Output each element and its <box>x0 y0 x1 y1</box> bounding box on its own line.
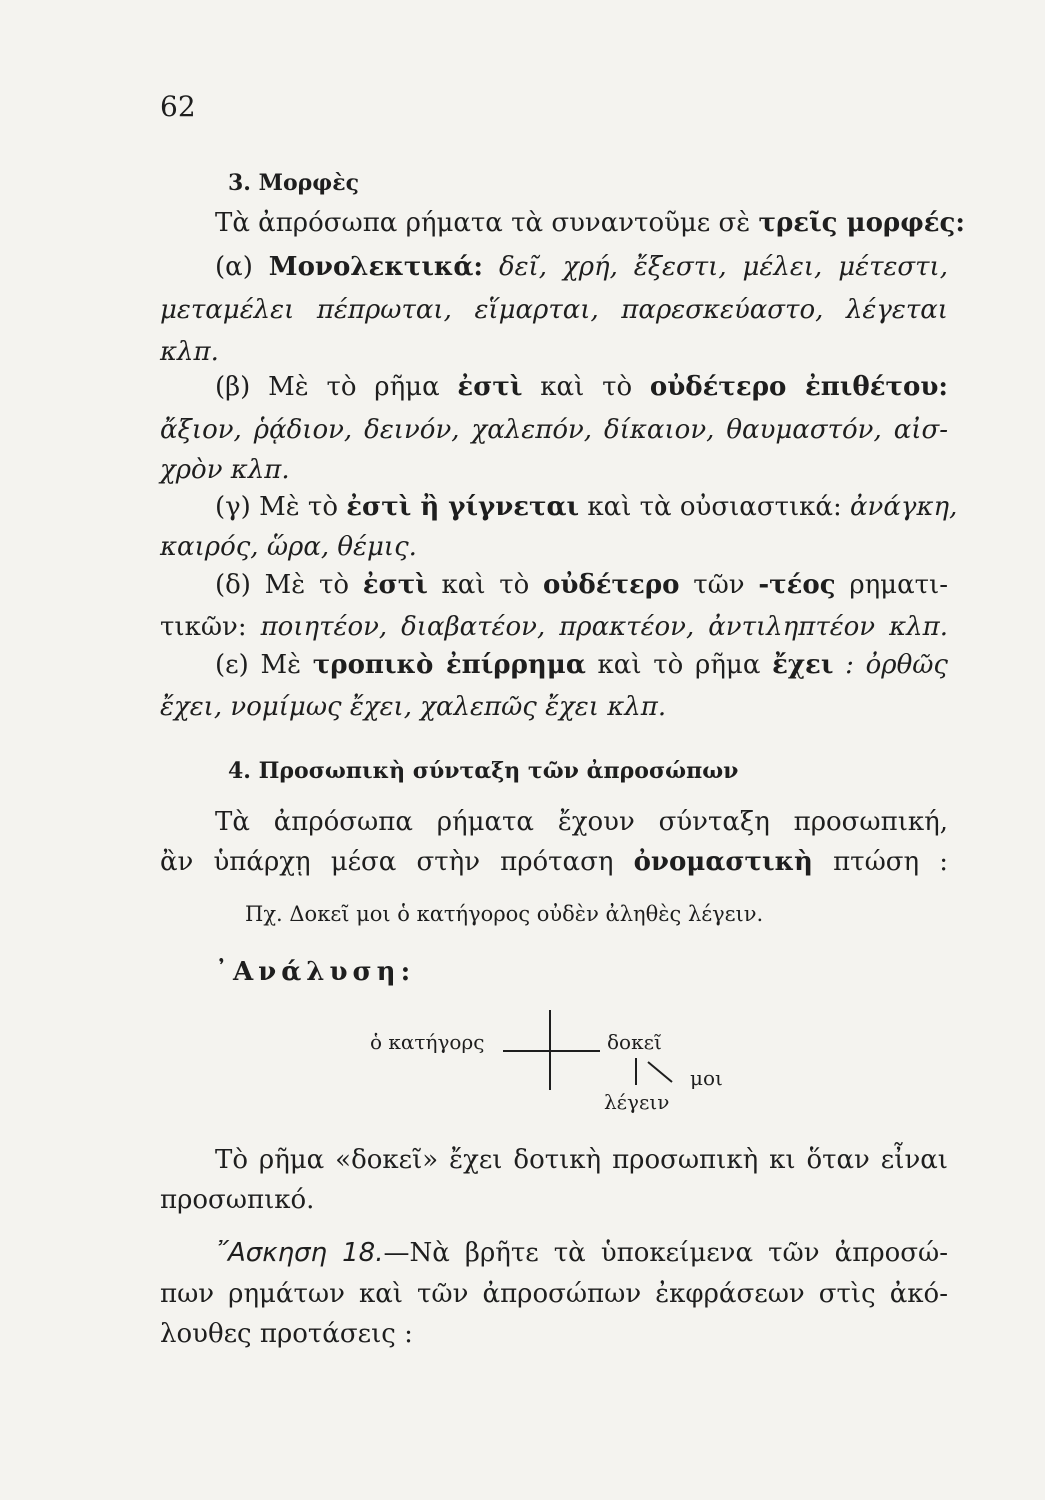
italic-text: ἄξιον, ῥᾴδιον, δεινόν, χαλεπόν, δίκαιον, θαυμαστόν, αἰσ- <box>160 415 948 445</box>
item-d <box>215 568 948 602</box>
exercise-label: ῎Ασκηση 18. <box>215 1238 384 1268</box>
text: (δ) Μὲ τὸ <box>215 570 363 600</box>
text: τῶν <box>679 570 759 600</box>
item-a-line-3 <box>160 335 948 369</box>
bold-text: οὐδέτερο <box>543 570 680 600</box>
text: Τὰ ἀπρόσωπα ρήματα τὰ συναντοῦμε σὲ <box>215 208 759 238</box>
item-b <box>215 370 948 404</box>
bold-text: ἐστὶ ἢ γίγνεται <box>346 492 580 522</box>
text: (γ) Μὲ τὸ <box>215 492 347 522</box>
italic-text: : ὀρθῶς <box>833 650 948 680</box>
item-e <box>215 648 948 682</box>
text: (ε) Μὲ <box>215 650 313 680</box>
italic-text: δεῖ, χρή, ἔξεστι, μέλει, μέτεστι, <box>483 252 948 282</box>
italic-text: καιρός, ὥρα, θέμις. <box>160 532 417 562</box>
closing-line-2: προσωπικό. <box>160 1185 315 1215</box>
item-b-line-3 <box>160 453 948 487</box>
bold-text: ἔχει <box>772 650 834 680</box>
text: καὶ τὸ <box>522 372 650 402</box>
example-sentence: Πχ. Δοκεῖ μοι ὁ κατήγορος οὐδὲν ἀληθὲς λέγειν. <box>245 902 764 926</box>
text: καὶ τὸ ρῆμα <box>585 650 773 680</box>
exercise-line-3: λουθες προτάσεις : <box>160 1319 413 1349</box>
text: πτώση : <box>812 847 948 877</box>
item-d-line-2 <box>160 610 948 644</box>
item-e-line-2 <box>160 690 948 724</box>
text: ἂν ὑπάρχῃ μέσα στὴν πρόταση <box>160 847 634 877</box>
italic-text: ἔχει, νομίμως ἔχει, χαλεπῶς ἔχει κλπ. <box>160 692 667 722</box>
text: ρηματι- <box>835 570 948 600</box>
exercise-title-line <box>215 1236 948 1270</box>
bold-text: ἐστὶ <box>362 570 428 600</box>
exercise-line-2: πων ρημάτων καὶ τῶν ἀπροσώπων ἐκφράσεων στὶς ἀκό- <box>160 1279 948 1309</box>
diagram-indirect: μοι <box>690 1066 723 1090</box>
text: —Νὰ βρῆτε τὰ ὑποκείμενα τῶν ἀπροσώ- <box>383 1238 948 1268</box>
bold-text: ὀνομαστικὴ <box>633 847 813 877</box>
analysis-heading: ᾿Ανάλυση: <box>215 957 416 987</box>
section-3-heading: 3. Μορφὲς <box>228 170 359 196</box>
section-4-line-1: Τὰ ἀπρόσωπα ρήματα ἔχουν σύνταξη προσωπική, <box>215 807 948 837</box>
text: τικῶν: <box>160 612 261 642</box>
diagram-subject: ὁ κατήγορς <box>370 1030 485 1054</box>
bold-text: Μονολεκτικά: <box>268 252 483 282</box>
italic-text: κλπ. <box>160 337 219 367</box>
item-g <box>215 490 958 524</box>
diagram-indirect-slant <box>648 1062 672 1082</box>
diagram-verb: δοκεῖ <box>607 1030 662 1054</box>
italic-text: ἀνάγκη, <box>850 492 958 522</box>
bold-text: τροπικὸ ἐπίρρημα <box>312 650 586 680</box>
bold-text: ἐστὶ <box>457 372 523 402</box>
closing-line-1: Τὸ ρῆμα «δοκεῖ» ἔχει δοτικὴ προσωπικὴ κι ὅταν εἶναι <box>215 1145 948 1175</box>
item-label: (α) <box>215 252 269 282</box>
bold-text: τρεῖς μορφές: <box>758 208 965 238</box>
text: καὶ τὰ οὐσιαστικά: <box>579 492 850 522</box>
bold-text: οὐδέτερο ἐπιθέτου: <box>649 372 948 402</box>
item-a-line-2 <box>160 293 948 327</box>
page-number: 62 <box>160 90 196 123</box>
italic-text: χρὸν κλπ. <box>160 455 290 485</box>
text: καὶ τὸ <box>427 570 544 600</box>
italic-text: μεταμέλει πέπρωται, εἵμαρται, παρεσκεύαστο, λέγεται <box>160 295 948 325</box>
bold-text: -τέος <box>758 570 836 600</box>
section-3-intro <box>215 206 965 240</box>
diagram-infinitive: λέγειν <box>604 1090 670 1114</box>
text: (β) Μὲ τὸ ρῆμα <box>215 372 458 402</box>
item-a <box>215 250 948 284</box>
section-4-heading: 4. Προσωπικὴ σύνταξη τῶν ἀπροσώπων <box>228 758 739 784</box>
italic-text: ποιητέον, διαβατέον, πρακτέον, ἀντιληπτέον κλπ. <box>260 612 948 642</box>
section-4-line-2 <box>160 845 948 879</box>
item-g-line-2 <box>160 530 948 564</box>
item-b-line-2 <box>160 413 948 447</box>
